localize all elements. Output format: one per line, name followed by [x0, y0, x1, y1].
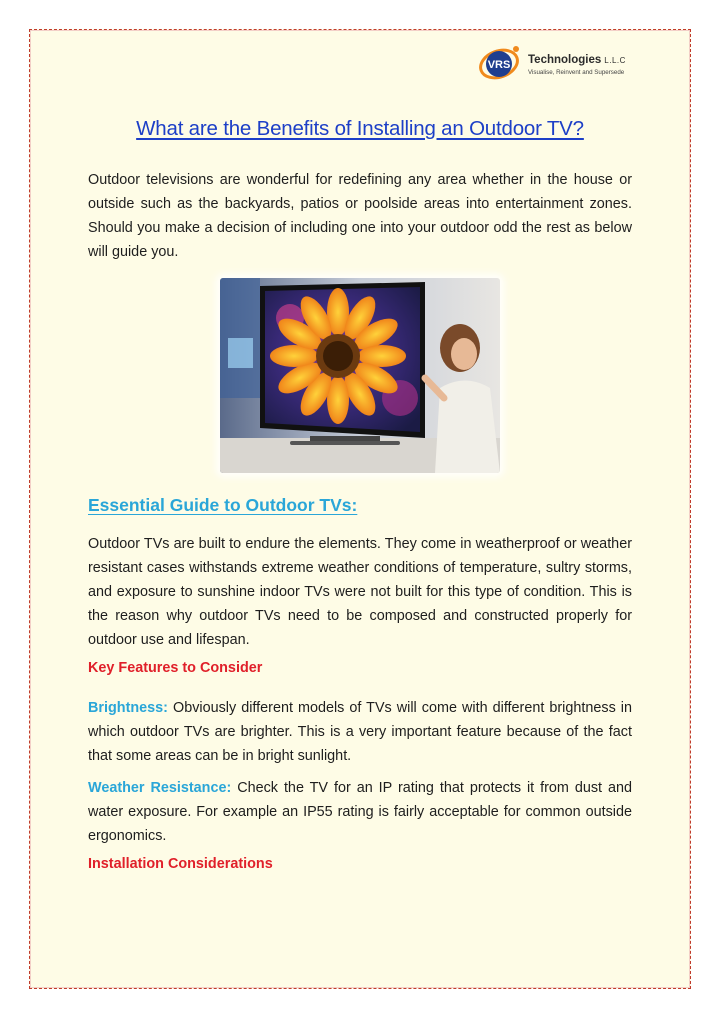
logo-mark-text: VRS [487, 59, 511, 71]
guide-paragraph: Outdoor TVs are built to endure the elements. They come in weatherproof or weather resistant cases withstands extreme weather conditions of temperature, sultry storms, and exposure to sunshine indoor TVs were not built for this type of condition. This is the reason why outdoor TVs need to be composed and constructed properly for outdoor use and lifespan. [88, 536, 632, 648]
key-features-heading: Key Features to Consider [88, 660, 263, 676]
brightness-term: Brightness: [88, 700, 168, 716]
weather-resistance-term: Weather Resistance: [88, 780, 232, 796]
brightness-text: Obviously different models of TVs will come with different brightness in which outdoor TVs are brighter. This is a very important feature because of the fact that some areas can be in bright sunlight. [88, 700, 633, 764]
vrs-logo-icon [478, 43, 522, 83]
logo-suffix: L.L.C [604, 56, 626, 65]
logo-tagline: Visualise, Reinvent and Supersede [528, 69, 625, 76]
page-title: What are the Benefits of Installing an Outdoor TV? [136, 117, 584, 140]
outdoor-tv-photo [220, 278, 500, 473]
weather-resistance-text: Check the TV for an IP rating that protects it from dust and water exposure. For example an IP55 rating is fairly acceptable for common outside ergonomics. [88, 780, 632, 844]
logo-name: Technologies L.L.C [528, 54, 626, 66]
tv-illustration [220, 278, 500, 473]
brightness-paragraph [88, 696, 632, 768]
company-logo [478, 43, 638, 83]
section-heading-essential-guide: Essential Guide to Outdoor TVs: [88, 495, 358, 515]
weather-resistance-paragraph [88, 776, 632, 848]
installation-considerations-heading: Installation Considerations [88, 856, 273, 872]
intro-paragraph: Outdoor televisions are wonderful for redefining any area whether in the house or outside such as the backyards, patios or poolside areas into entertainment zones. Should you make a decision of including one into your outdoor odd the rest as below will guide you. [88, 172, 632, 260]
